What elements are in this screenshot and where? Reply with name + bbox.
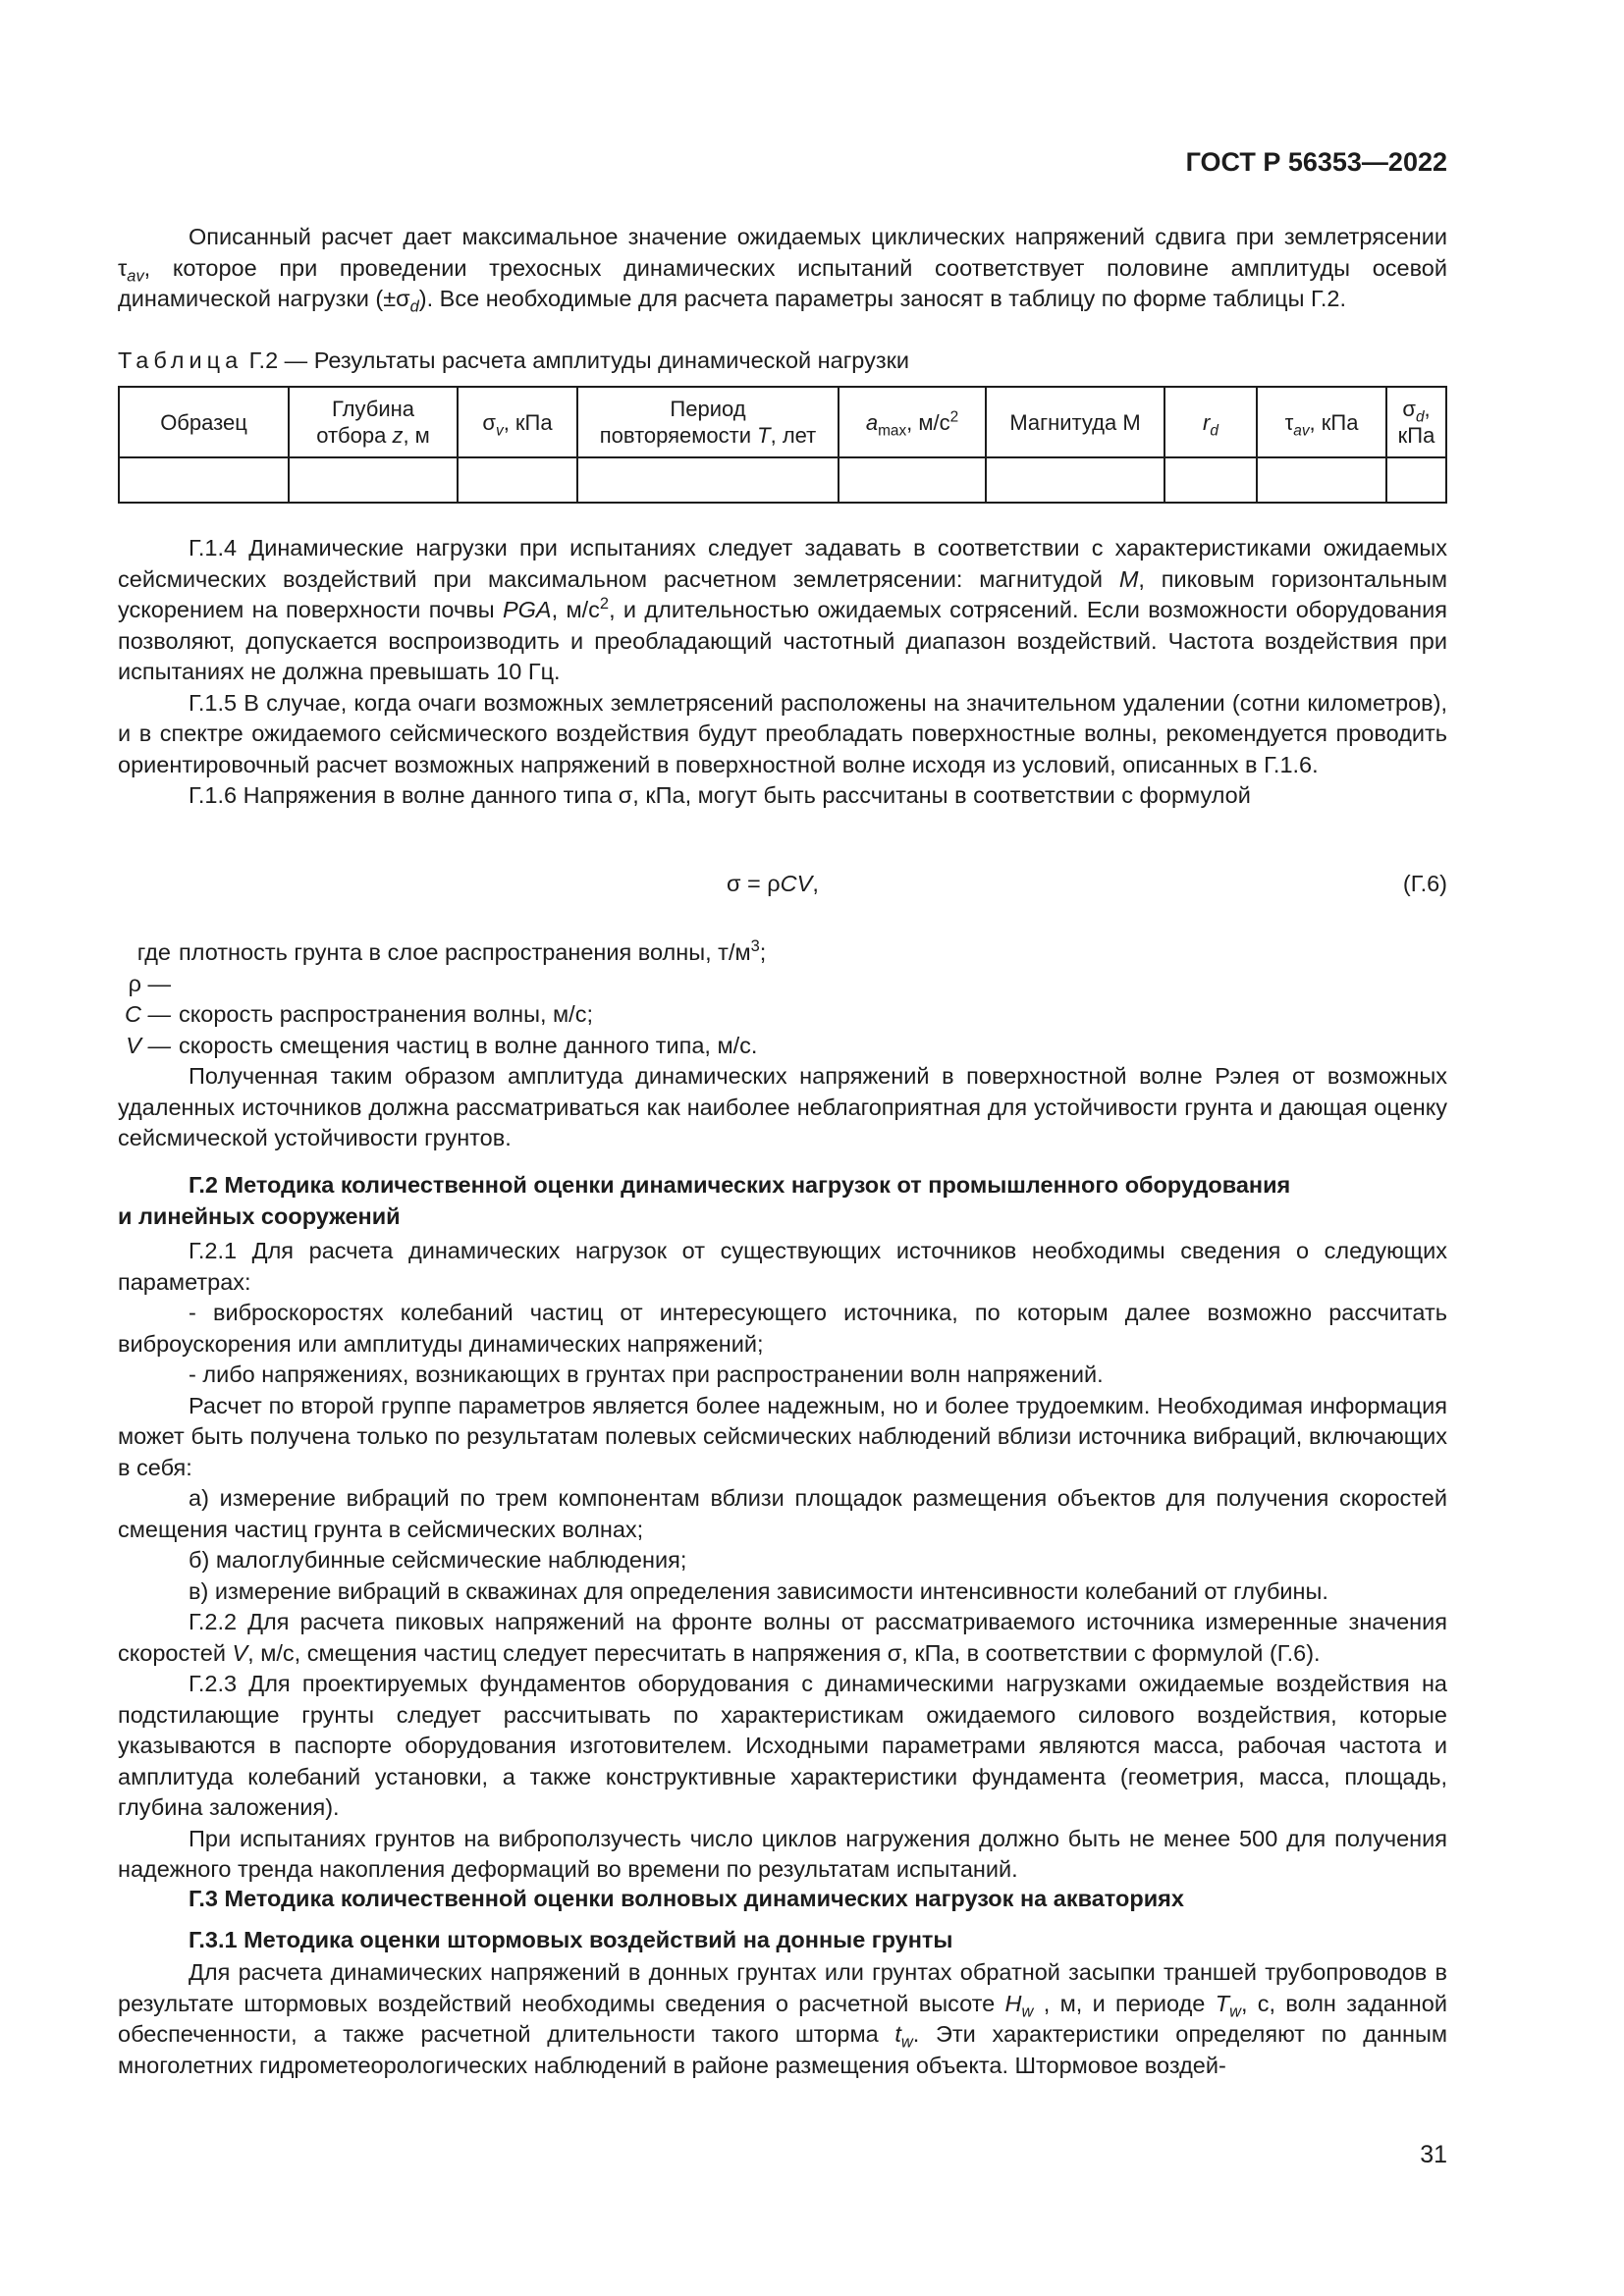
heading-g3: Г.3 Методика количественной оценки волновых динамических нагрузок на акваториях [189,1886,1184,1911]
paragraph-g1-4: Г.1.4 Динамические нагрузки при испытаниях следует задавать в соответствии с характеристиками ожидаемых сейсмических воздействий при максимальном расчетном землетрясении: магнитудой M, пиковым горизонтальным ускорением на поверхности почвы PGA, $м/с^2$, и длительностью ожидаемых сотрясений. Если возможности оборудования позволяют, допускается воспроизводить и преобладающий частотный диапазон воздействий. Частота воздействия при испытаниях не должна превышать 10 Гц. [118,535,1448,684]
results-table [118,386,1447,504]
heading-g2: Г.2 Методика количественной оценки динамических нагрузок от промышленного оборудования и линейных сооружений [118,1172,1291,1229]
section-g2-body: Г.2.1 Для расчета динамических нагрузок от существующих источников необходимы сведения о следующих параметрах: - виброскоростях колебаний частиц от интересующего источника, по которым далее возможно рассчитать виброускорения или амплитуды динамических напряжений; - либо напряжениях, возникающих в грунтах при распространении волн напряжений. Расчет по второй группе параметров является более надежным, но и более трудоемким. Необходимая информация может быть получена только по результатам полевых сейсмических наблюдений вблизи источника вибраций, включающих в себя: а) измерение вибраций по трем компонентам вблизи площадок размещения объектов для получения скоростей смещения частиц грунта в сейсмических волнах; б) малоглубинные сейсмические наблюдения; в) измерение вибраций в скважинах для определения зависимости интенсивности колебаний от глубины. Г.2.2 Для расчета пиковых напряжений на фронте волны от рассматриваемого источника измеренные значения скоростей V, м/с, смещения частиц следует пересчитать в напряжения σ, кПа, в соответствии с формулой (Г.6). Г.2.3 Для проектируемых фундаментов оборудования с динамическими нагрузками ожидаемые воздействия на подстилающие грунты следует рассчитывать по характеристикам ожидаемого силового воздействия, которые указываются в паспорте оборудования изготовителем. Исходными параметрами являются масса, рабочая частота и амплитуда колебаний установки, а также конструктивные характеристики фундамента (геометрия, масса, площадь, глубина заложения). При испытаниях грунтов на виброползучесть число циклов нагружения должно быть не менее 500 для получения надежного тренда накопления деформаций во времени по результатам испытаний. [118,1236,1447,1886]
paragraph-rayleigh: Полученная таким образом амплитуда динамических напряжений в поверхностной волне Рэлея от возможных удаленных источников должна рассматриваться как наиболее неблагоприятная для устойчивости грунта и дающая оценку сейсмической устойчивости грунтов. [118,1063,1447,1150]
col-tau-av: $\tau_{av}$, кПа [1257,387,1386,457]
document-header: ГОСТ Р 56353—2022 [1185,147,1447,177]
heading-g3-1: Г.3.1 Методика оценки штормовых воздействий на донные грунты [189,1927,953,1952]
table-caption: Таблица Г.2 — Результаты расчета амплитуды динамической нагрузки [118,347,910,373]
col-period: Период повторяемости T, лет [577,387,839,457]
formula-g6: σ = ρCV, (Г.6) [118,869,1447,908]
col-sigma-d: $\sigma_d$, кПа [1386,387,1446,457]
col-sample: Образец [119,387,289,457]
paragraph-g3-1: Для расчета динамических напряжений в донных грунтах или грунтах обратной засыпки траншей трубопроводов в результате штормовых воздействий необходимы сведения о расчетной высоте $H_w$ , м, и периоде $T_w$, с, волн заданной обеспеченности, а также расчетной длительности такого шторма $t_w$. Эти характеристики определяют по данным многолетних гидрометеорологических наблюдений в районе размещения объекта. Штормовое воздей- [118,1959,1447,2078]
intro-paragraph: Описанный расчет дает максимальное значение ожидаемых циклических напряжений сдвига при землетрясении $\tau_{av}$, которое при проведении трехосных динамических испытаний соответствует половине амплитуды осевой динамической нагрузки $(\pm\sigma_d)$. Все необходимые для расчета параметры заносят в таблицу по форме таблицы Г.2. [118,224,1447,316]
col-magnitude: Магнитуда М [986,387,1164,457]
col-sigma-v: $\sigma_v$, кПа [458,387,577,457]
paragraph-g1-5: Г.1.5 В случае, когда очаги возможных землетрясений расположены на значительном удалении (сотни километров), и в спектре ожидаемого сейсмического воздействия будут преобладать поверхностные волны, рекомендуется проводить ориентировочный расчет возможных напряжений в поверхностной волне исходя из условий, описанных в Г.1.6. [118,689,1447,777]
table-empty-row [119,457,1446,503]
paragraph-g2-2: Г.2.2 Для расчета пиковых напряжений на фронте волны от рассматриваемого источника измеренные значения скоростей V, м/с, смещения частиц следует пересчитать в напряжения σ, кПа, в соответствии с формулой (Г.6). [118,1609,1447,1666]
col-amax: $a_{max}$, $м/с^2$ [839,387,986,457]
paragraph-g1-6: Г.1.6 Напряжения в волне данного типа σ, кПа, могут быть рассчитаны в соответствии с формулой [189,782,1251,808]
page-number: 31 [1420,2141,1447,2168]
formula-legend: где ρ — плотность грунта в слое распространения волны, $т/м^3$; C — скорость распространения волны, м/с; V — скорость смещения частиц в волне данного типа, м/с. [125,937,767,1058]
col-depth: Глубина отбора z, м [289,387,458,457]
paragraph-g2-3: Г.2.3 Для проектируемых фундаментов оборудования с динамическими нагрузками ожидаемые воздействия на подстилающие грунты следует рассчитывать по характеристикам ожидаемого силового воздействия, которые указываются в паспорте оборудования изготовителем. Исходными параметрами являются масса, рабочая частота и амплитуда колебаний установки, а также конструктивные характеристики фундамента (геометрия, масса, площадь, глубина заложения). [118,1671,1447,1820]
formula-number: (Г.6) [1402,871,1447,896]
section-g1-paragraphs [118,533,1447,812]
col-rd: $r_d$ [1164,387,1257,457]
paragraph-vibrocreep: При испытаниях грунтов на виброползучесть число циклов нагружения должно быть не менее 500 для получения надежного тренда накопления деформаций во времени по результатам испытаний. [118,1825,1447,1882]
table-header-row [119,387,1446,457]
